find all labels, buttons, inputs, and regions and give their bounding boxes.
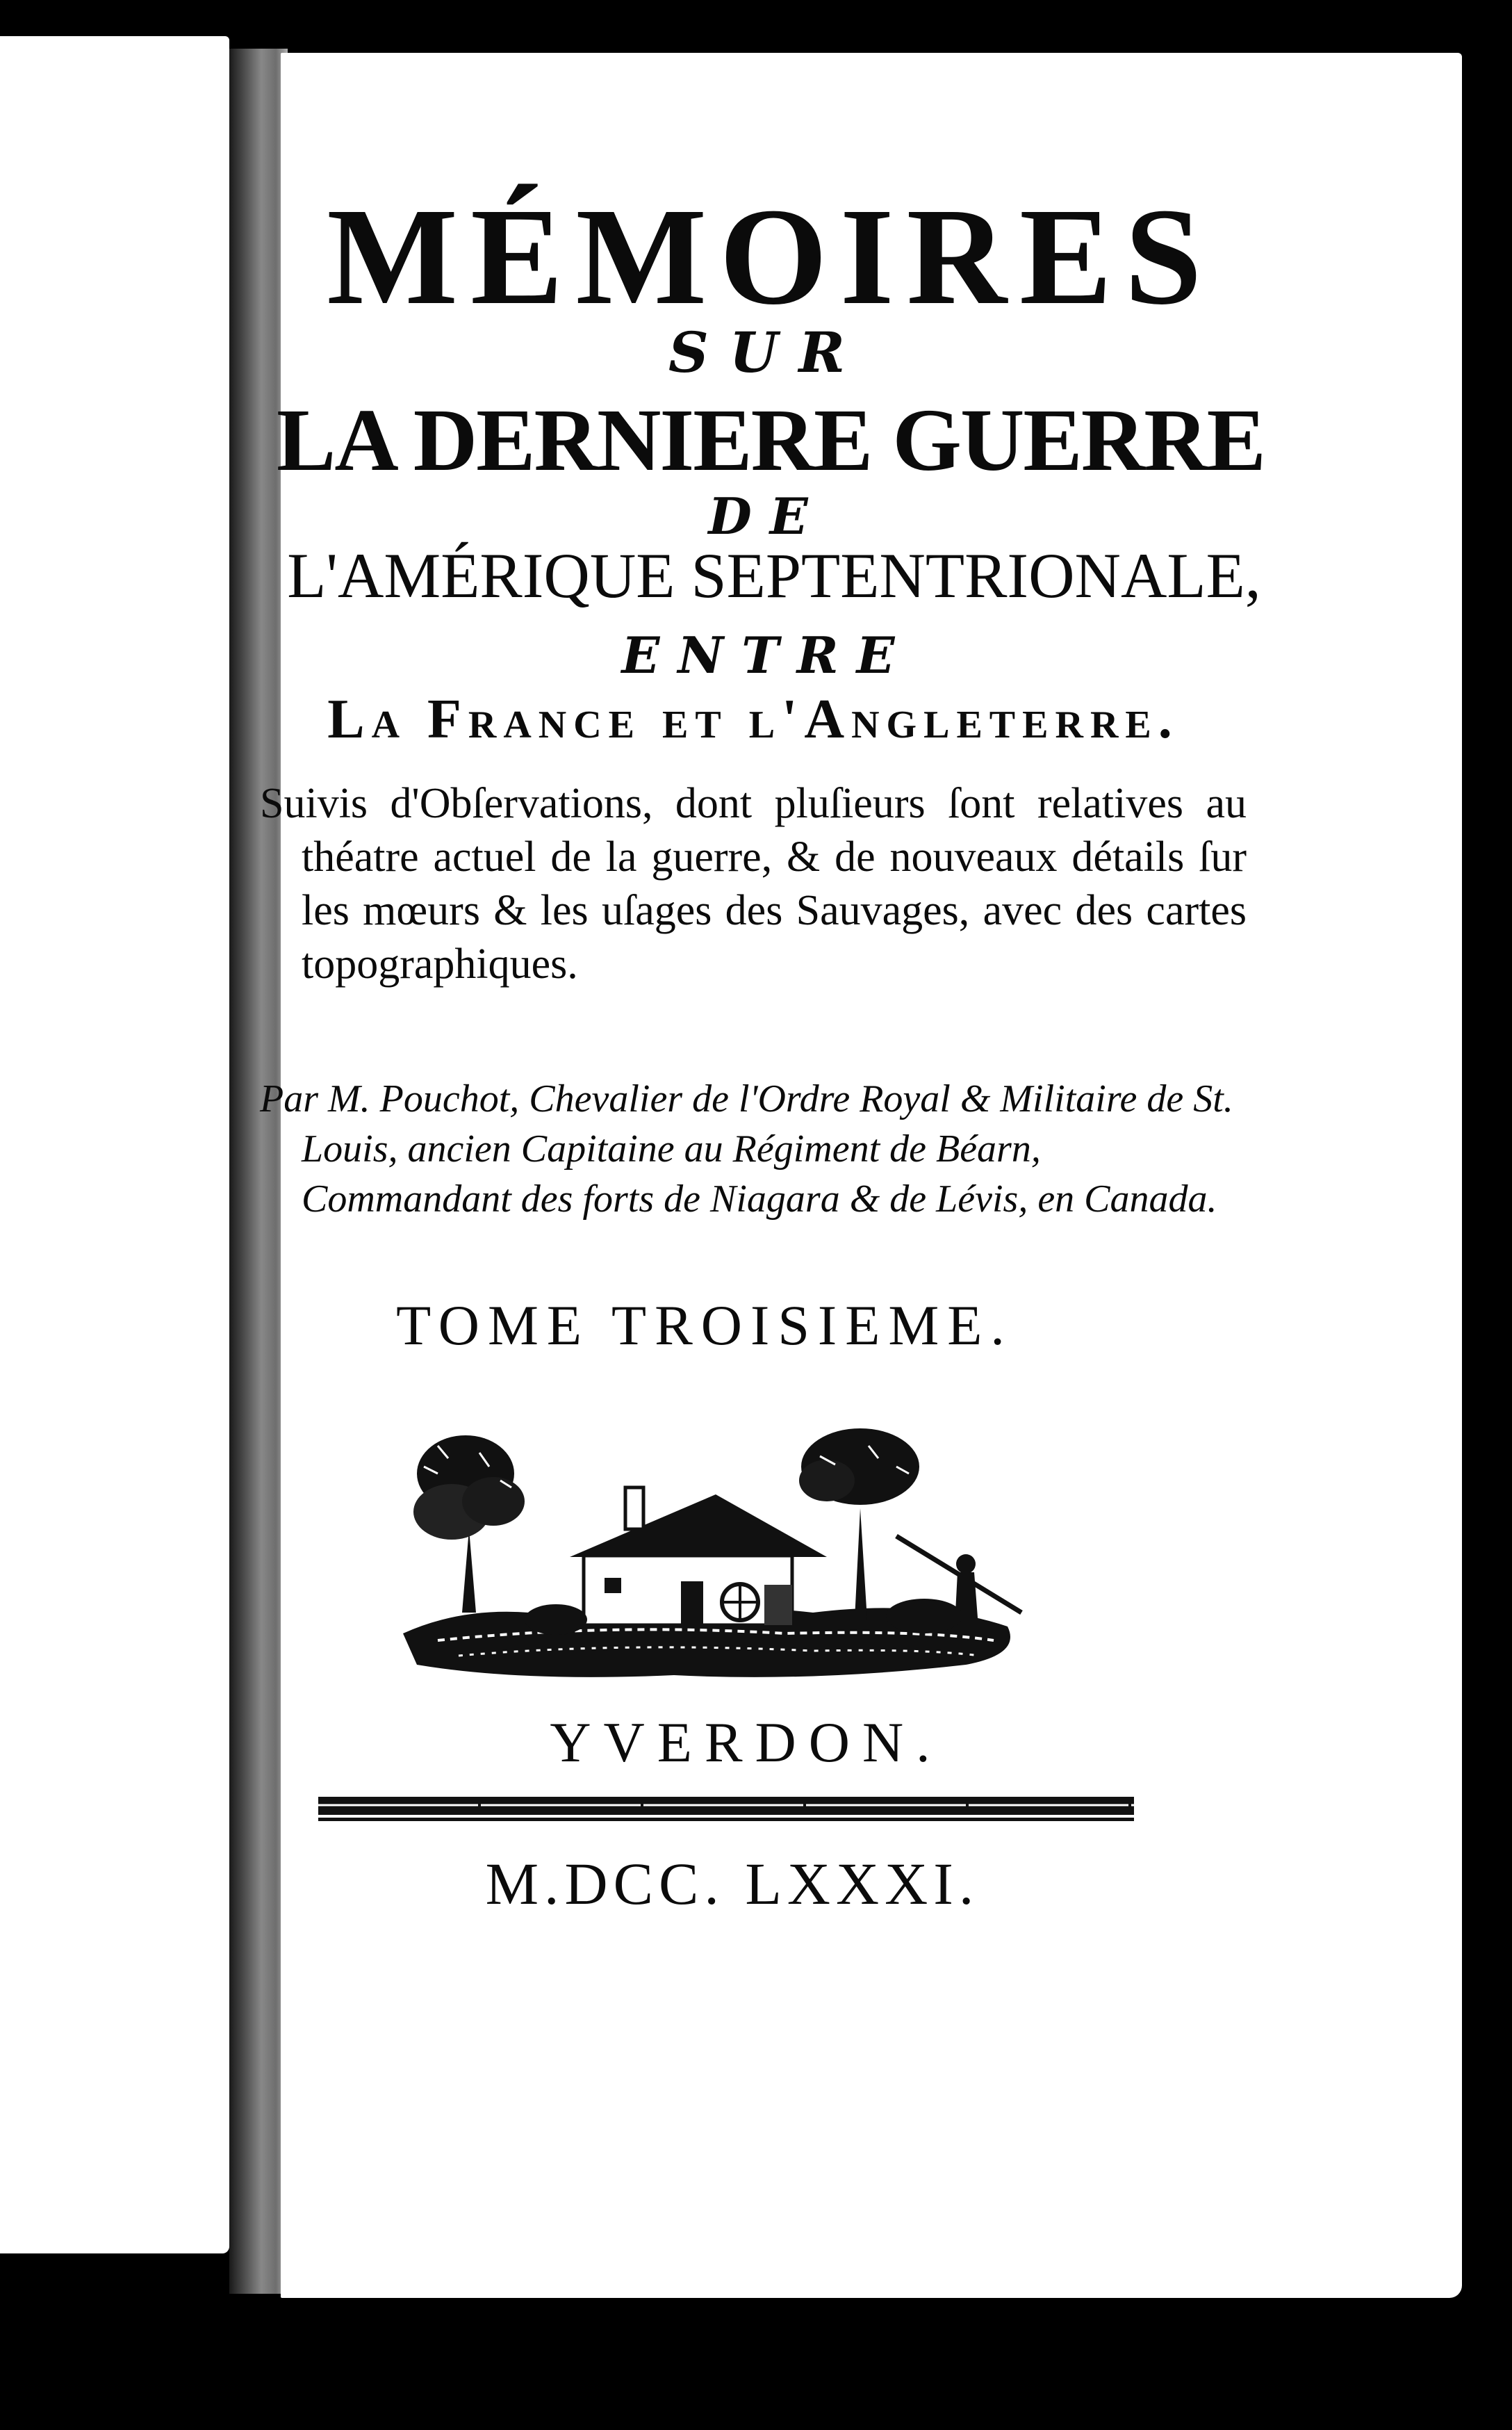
decorative-rule — [318, 1797, 1134, 1825]
subtitle-paragraph — [260, 777, 1247, 991]
title-connector-entre: ENTRE — [621, 626, 913, 685]
title-connector-sur: SUR — [668, 320, 866, 385]
volume-label: TOME TROISIEME. — [396, 1294, 1013, 1357]
imprint-year: M.DCC. LXXXI. — [485, 1850, 980, 1917]
facing-page — [0, 36, 229, 2253]
author-text: Par M. Pouchot, Chevalier de l'Ordre Royal & Militaire de St. Louis, ancien Capitaine au Régiment de Béarn, Commandant des forts de Niagara & de Lévis, en Canada. — [260, 1077, 1233, 1221]
woodcut-vignette-image — [396, 1390, 1049, 1689]
subtitle-text: Suivis d'Obſervations, dont pluſieurs ſont relatives au théatre actuel de la guerre, & de nouveaux détails ſur les mœurs & les uſages des Sauvages, avec des cartes topographiques. — [260, 780, 1247, 988]
title-parties: La France et l'Angleterre. — [327, 689, 1179, 750]
author-paragraph — [260, 1074, 1240, 1224]
main-title: MÉMOIRES — [327, 180, 1215, 334]
title-region: L'AMÉRIQUE SEPTENTRIONALE, — [287, 540, 1261, 611]
imprint-place: YVERDON. — [550, 1711, 943, 1774]
title-subject: LA DERNIERE GUERRE — [276, 391, 1265, 489]
title-connector-de: DE — [708, 487, 826, 546]
